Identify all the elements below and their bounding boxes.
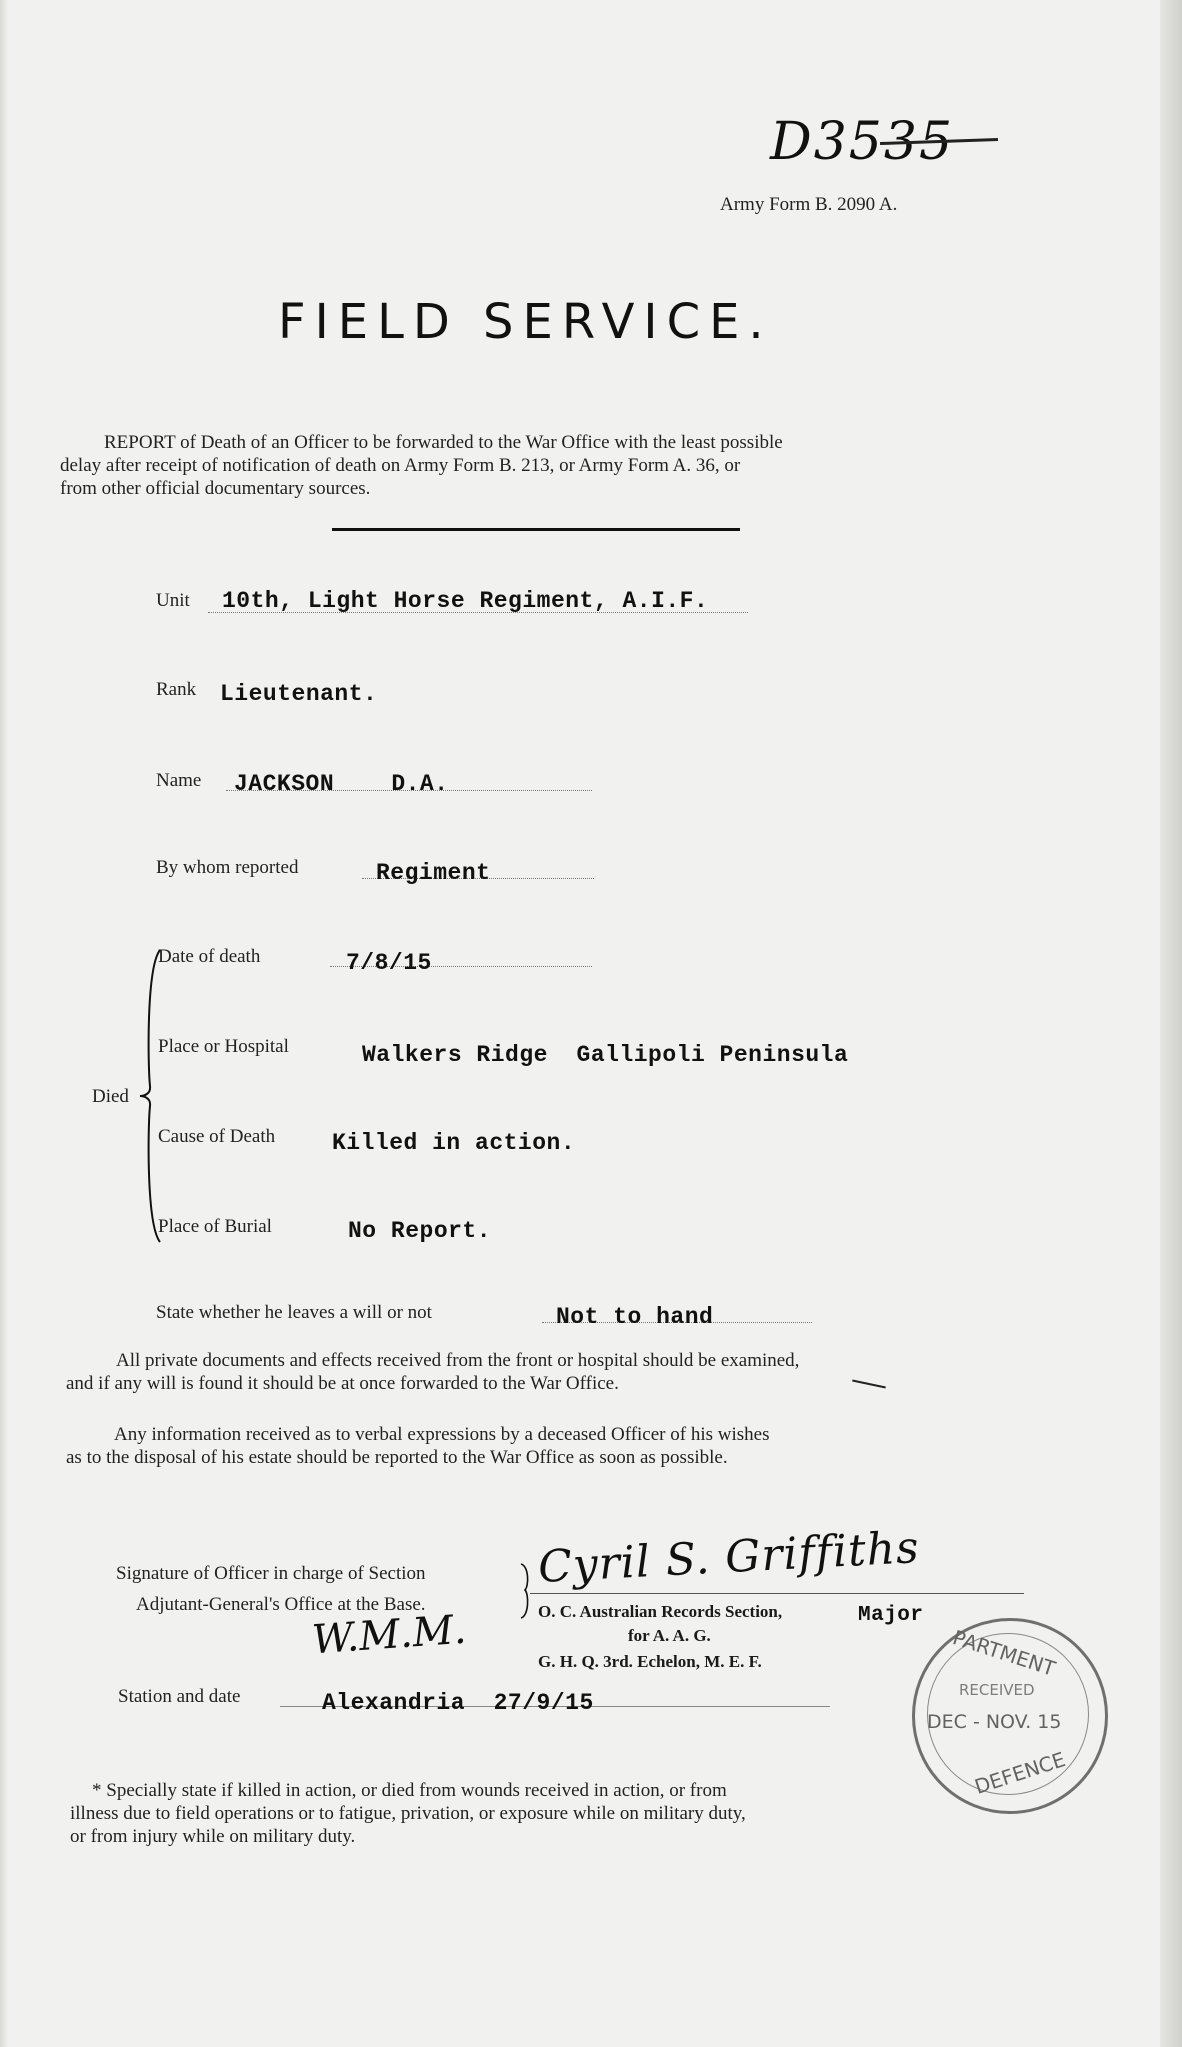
doc-number: D3535	[770, 112, 955, 172]
burial-value: No Report.	[348, 1218, 492, 1244]
station-value: Alexandria 27/9/15	[322, 1690, 594, 1716]
name-label: Name	[156, 770, 202, 791]
footnote-line-1: * Specially state if killed in action, or died from wounds received in action, or from	[92, 1780, 727, 1801]
signature-underline	[530, 1593, 1024, 1594]
documents-mark	[852, 1379, 886, 1388]
intro-line-2: delay after receipt of notification of death on Army Form B. 213, or Army Form A. 36, or	[60, 455, 741, 476]
footnote-line-3: or from injury while on military duty.	[70, 1826, 356, 1847]
will-value: Not to hand	[556, 1304, 714, 1330]
intro-line-3: from other official documentary sources.	[60, 478, 371, 499]
reported-by-label: By whom reported	[156, 857, 299, 878]
burial-label: Place of Burial	[158, 1216, 272, 1237]
cause-label: Cause of Death	[158, 1126, 276, 1147]
officer-signature: Cyril S. Griffiths	[536, 1522, 921, 1593]
place-label: Place or Hospital	[158, 1036, 289, 1057]
documents-line-1: All private documents and effects received from the front or hospital should be examined,	[116, 1350, 800, 1371]
signature-label-1: Signature of Officer in charge of Section	[116, 1563, 426, 1584]
stamp-rank: Major	[858, 1604, 924, 1627]
received-stamp-top: PARTMENT	[949, 1625, 1059, 1681]
page-right-edge	[1160, 0, 1182, 2047]
place-value: Walkers Ridge Gallipoli Peninsula	[362, 1042, 849, 1068]
stamp-line-2: for A. A. G.	[628, 1626, 711, 1645]
cause-value: Killed in action.	[332, 1130, 576, 1156]
army-form-label: Army Form B. 2090 A.	[720, 194, 898, 215]
page-title: FIELD SERVICE.	[278, 294, 773, 350]
unit-value: 10th, Light Horse Regiment, A.I.F.	[222, 588, 709, 614]
stamp-line-1: O. C. Australian Records Section,	[538, 1602, 783, 1621]
rank-label: Rank	[156, 679, 197, 700]
station-label: Station and date	[118, 1686, 241, 1707]
stamp-line-3: G. H. Q. 3rd. Echelon, M. E. F.	[538, 1652, 762, 1671]
footnote-line-2: illness due to field operations or to fatigue, privation, or exposure while on military duty,	[70, 1803, 746, 1824]
reported-by-value: Regiment	[376, 860, 491, 886]
information-line-2: as to the disposal of his estate should be reported to the War Office as soon as possible.	[66, 1447, 728, 1468]
information-line-1: Any information received as to verbal expressions by a deceased Officer of his wishes	[114, 1424, 770, 1445]
date-of-death-label: Date of death	[158, 946, 261, 967]
signature-bracket	[519, 1562, 531, 1620]
page-left-edge	[0, 0, 8, 2047]
rank-value: Lieutenant.	[220, 681, 378, 707]
initials-signature: W.M.M.	[310, 1606, 468, 1664]
received-stamp-date: DEC - NOV. 15	[927, 1711, 1062, 1733]
unit-label: Unit	[156, 590, 190, 611]
received-stamp-middle: RECEIVED	[959, 1681, 1035, 1699]
received-stamp-bottom: DEFENCE	[971, 1747, 1069, 1799]
divider-rule	[332, 528, 740, 531]
signature-label-2: Adjutant-General's Office at the Base.	[136, 1594, 426, 1615]
name-value: JACKSON D.A.	[234, 771, 449, 797]
died-brace	[138, 948, 168, 1244]
will-label: State whether he leaves a will or not	[156, 1302, 432, 1323]
died-label: Died	[92, 1086, 129, 1107]
intro-line-1: REPORT of Death of an Officer to be forwarded to the War Office with the least possible	[104, 432, 783, 453]
documents-line-2: and if any will is found it should be at once forwarded to the War Office.	[66, 1373, 619, 1394]
date-of-death-value: 7/8/15	[346, 950, 432, 976]
